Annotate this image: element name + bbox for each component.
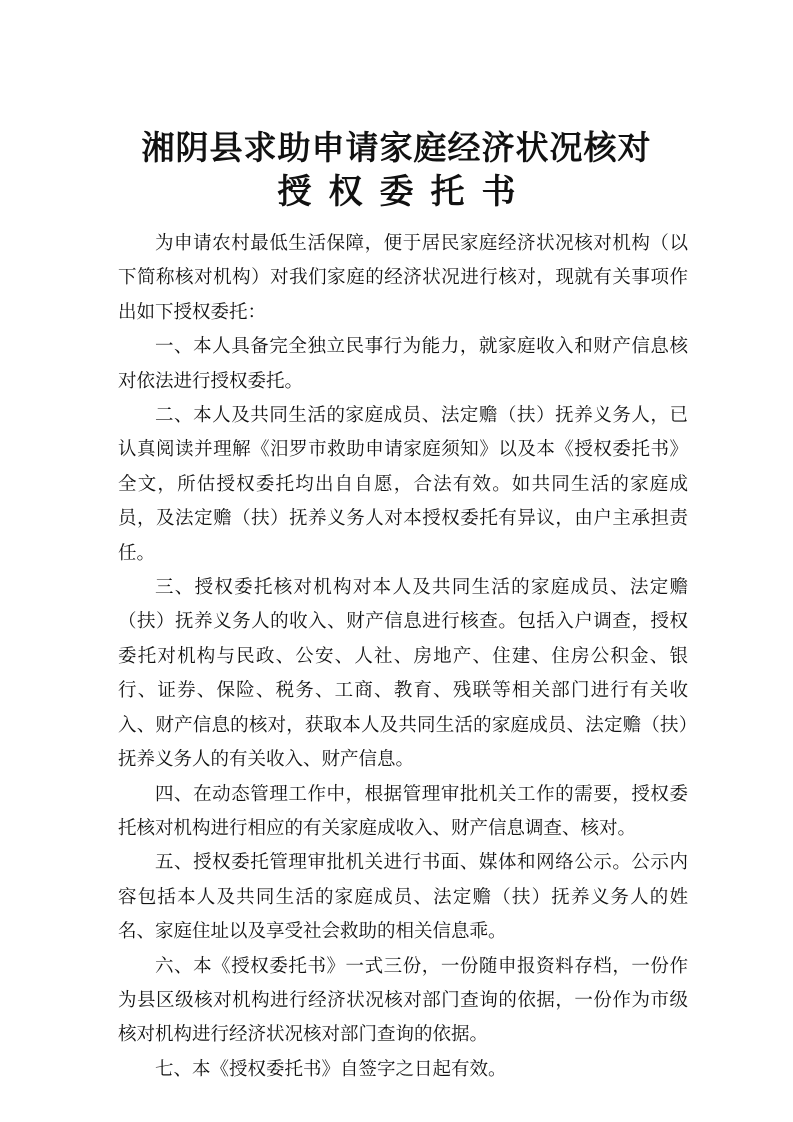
clause-1: 一、本人具备完全独立民事行为能力，就家庭收入和财产信息核对依法进行授权委托。 (118, 336, 688, 392)
document-subtitle: 授权委托书 (277, 172, 533, 212)
clause-4: 四、在动态管理工作中，根据管理审批机关工作的需要，授权委托核对机构进行相应的有关家庭成收入、财产信息调查、核对。 (118, 783, 688, 839)
intro-paragraph: 为申请农村最低生活保障，便于居民家庭经济状况核对机构（以下简称核对机构）对我们家庭的经济状况进行核对，现就有关事项作出如下授权委托： (118, 233, 688, 323)
clause-7: 七、本《授权委托书》自签字之日起有效。 (155, 1058, 507, 1080)
document-body (118, 227, 688, 1087)
clause-2: 二、本人及共同生活的家庭成员、法定赡（扶）抚养义务人，已认真阅读并理解《汨罗市救助申请家庭须知》以及本《授权委托书》全文，所估授权委托均出自自愿，合法有效。如共同生活的家庭成员，及法定赡（扶）抚养义务人对本授权委托有异议，由户主承担责任。 (118, 405, 688, 564)
clause-5: 五、授权委托管理审批机关进行书面、媒体和网络公示。公示内容包括本人及共同生活的家庭成员、法定赡（扶）抚养义务人的姓名、家庭住址以及享受社会救助的相关信息乖。 (118, 852, 688, 943)
clause-3: 三、授权委托核对机构对本人及共同生活的家庭成员、法定赡（扶）抚养义务人的收入、财产信息进行核查。包括入户调查，授权委托对机构与民政、公安、人社、房地产、住建、住房公积金、银行、证券、保险、税务、工商、教育、残联等相关部门进行有关收入、财产信息的核对，获取本人及共同生活的家庭成员、法定赡（扶）抚养义务人的有关收入、财产信息。 (118, 577, 688, 771)
clause-6: 六、本《授权委托书》一式三份，一份随申报资料存档，一份作为县区级核对机构进行经济状况核对部门查询的依据，一份作为市级核对机构进行经济状况核对部门查询的依据。 (118, 955, 688, 1046)
document-title: 湘阴县求助申请家庭经济状况核对 (141, 128, 652, 167)
